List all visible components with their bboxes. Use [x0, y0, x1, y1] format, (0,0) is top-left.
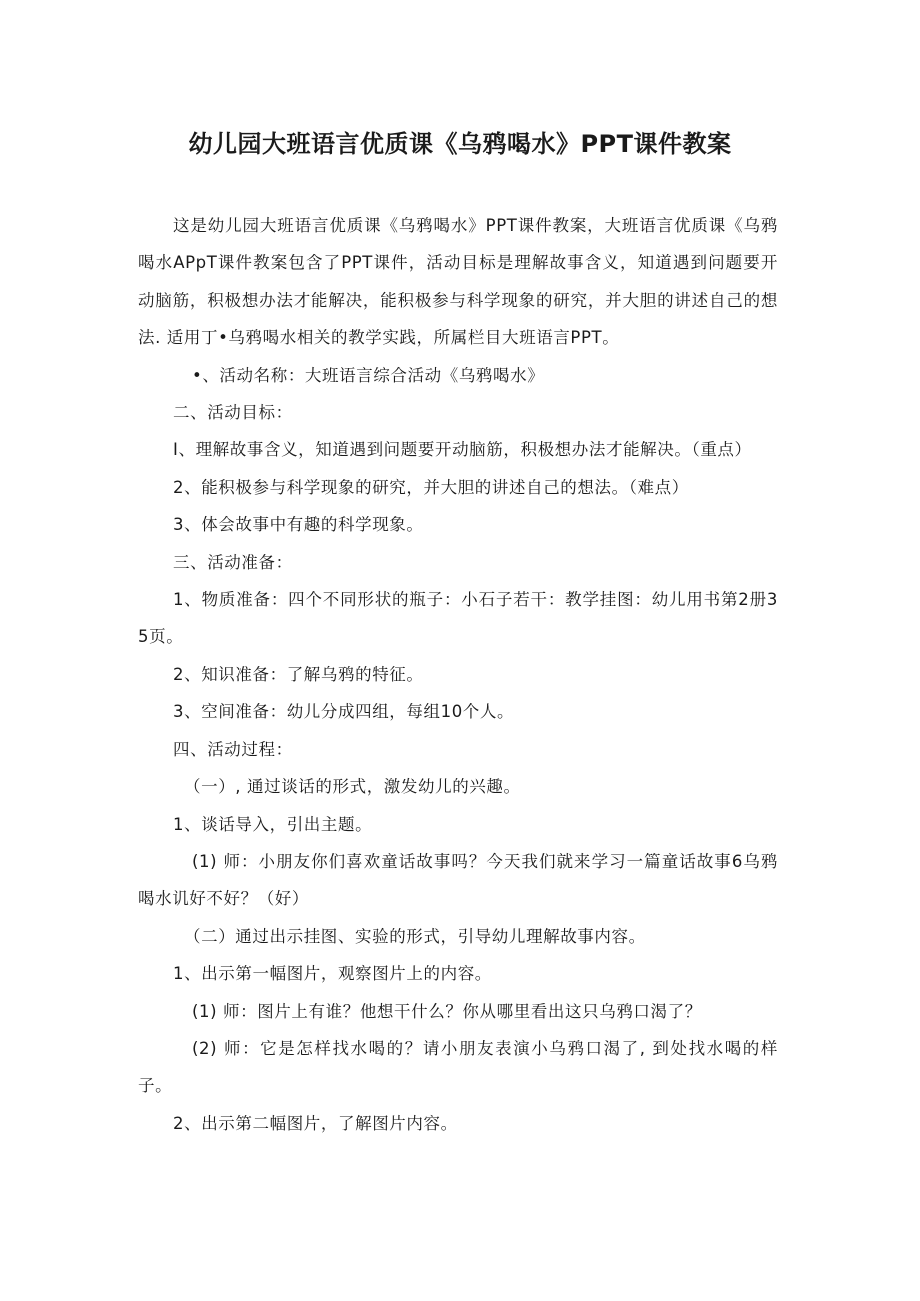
preparation-item-1: 1、物质准备：四个不同形状的瓶子：小石子若干：教学挂图：幼儿用书第2册35页。 — [138, 590, 778, 647]
section-heading-process: 四、活动过程： — [173, 739, 293, 759]
process-subitem-2-1: (1) 师：图片上有谁？他想干什么？你从哪里看出这只乌鸦口渴了？ — [192, 1001, 702, 1021]
process-item-2: 1、出示第一幅图片，观察图片上的内容。 — [173, 964, 492, 984]
document-body — [138, 207, 778, 1142]
process-subitem-2-2: (2) 师：它是怎样找水喝的？请小朋友表演小乌鸦口渴了, 到处找水喝的样子。 — [138, 1038, 778, 1096]
goal-item-1: I、理解故事含义，知道遇到问题要开动脑筋，积极想办法才能解决。（重点） — [173, 440, 752, 460]
section-activity-name: •、活动名称：大班语言综合活动《乌鸦喝水》 — [192, 365, 545, 385]
process-subitem-1-1: (1) 师：小朋友你们喜欢童话故事吗？今天我们就来学习一篇童话故事6乌鸦喝水讥好不好？（好） — [138, 851, 778, 909]
document-title: 幼儿园大班语言优质课《乌鸦喝水》PPT课件教案 — [188, 130, 732, 158]
intro-paragraph: 这是幼儿园大班语言优质课《乌鸦喝水》PPT课件教案，大班语言优质课《乌鸦喝水APpT课件教案包含了PPT课件，活动目标是理解故事含义，知道遇到问题要开动脑筋，积极想办法才能解决，能积极参与科学现象的研究，并大胆的讲述自己的想法. 适用丁•乌鸦喝水相关的教学实践，所属栏目大班语言PPT。 — [138, 216, 778, 348]
goal-item-3: 3、体会故事中有趣的科学现象。 — [173, 515, 424, 535]
section-heading-goals: 二、活动目标： — [173, 403, 293, 423]
goal-item-2: 2、能积极参与科学现象的研究，并大胆的讲述自己的想法。（难点） — [173, 477, 689, 497]
process-item-3: 2、出示第二幅图片，了解图片内容。 — [173, 1113, 458, 1133]
section-heading-preparation: 三、活动准备： — [173, 552, 293, 572]
preparation-item-3: 3、空间准备：幼儿分成四组，每组10个人。 — [173, 702, 515, 722]
preparation-item-2: 2、知识准备：了解乌鸦的特征。 — [173, 664, 424, 684]
process-step-2-heading: （二）通过出示挂图、实验的形式，引导幼儿理解故事内容。 — [184, 926, 646, 946]
process-step-1-heading: （一）, 通过谈话的形式，激发幼儿的兴趣。 — [184, 777, 521, 797]
process-item-1: 1、谈话导入，引出主题。 — [173, 814, 373, 834]
